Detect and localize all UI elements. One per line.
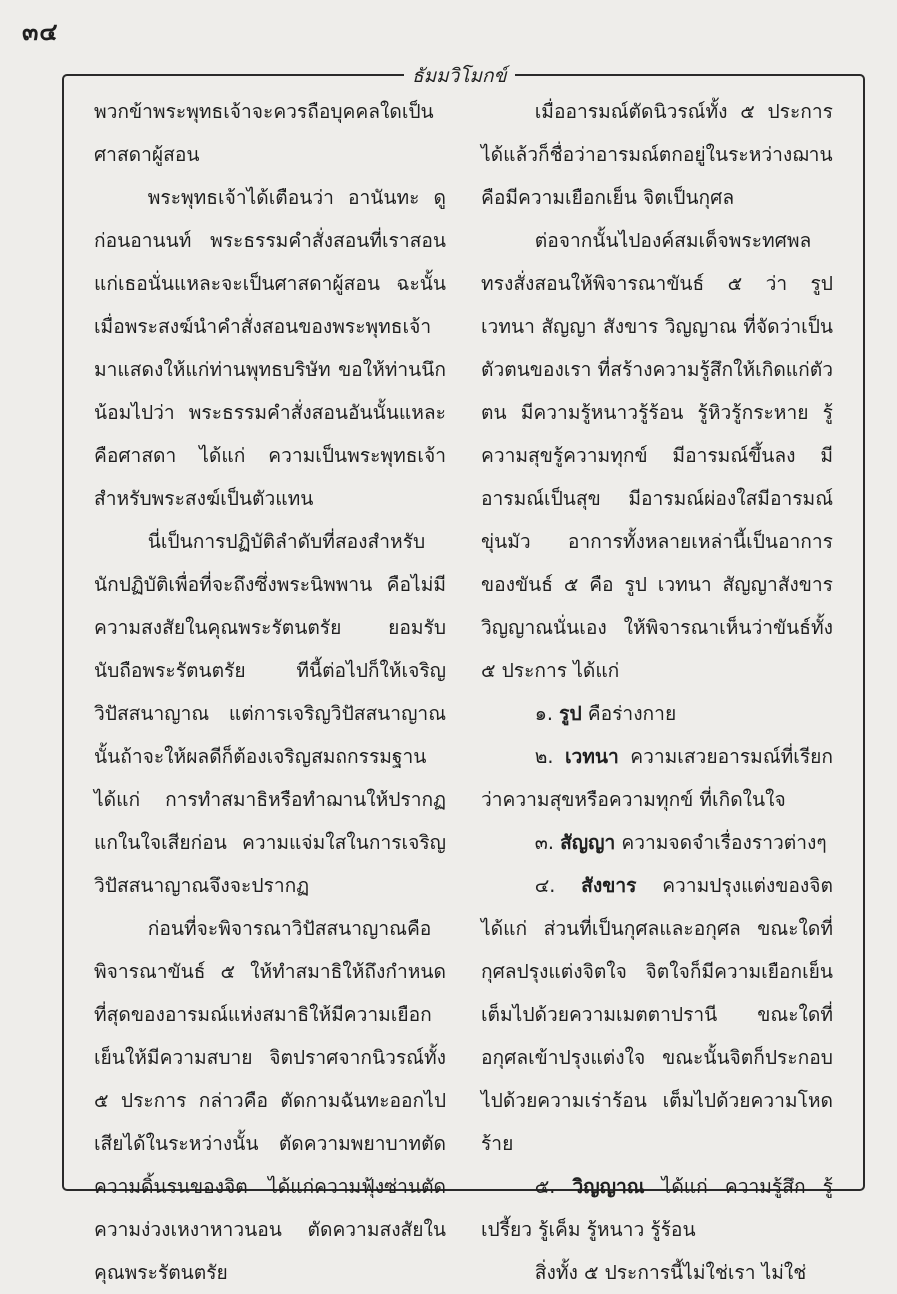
item-text: คือร่างกาย (587, 702, 677, 725)
page-frame (62, 65, 865, 1284)
item-term: วิญญาณ (572, 1175, 645, 1198)
list-item (481, 1165, 833, 1251)
paragraph: ก่อนที่จะพิจารณาวิปัสสนาญาณคือพิจารณาขันธ์ ๕ ให้ทำสมาธิให้ถึงกำหนดที่สุดของอารมณ์แห่งสมาธิให้มีความเยือกเย็นให้มีความสบาย จิตปราศจากนิวรณ์ทั้ง ๕ ประการ กล่าวคือ ตัดกามฉันทะออกไปเสียได้ในระหว่างนั้น ตัดความพยาบาทตัดความดิ้นรนของจิต ได้แก่ความฟุ้งซ่านตัดความง่วงเหงาหาวนอน ตัดความสงสัยในคุณพระรัตนตรัย (94, 917, 446, 1284)
item-term: สังขาร (581, 874, 637, 897)
paragraph: นี่เป็นการปฏิบัติลำดับที่สองสำหรับนักปฏิบัติเพื่อที่จะถึงซึ่งพระนิพพาน คือไม่มีความสงสัยในคุณพระรัตนตรัย ยอมรับนับถือพระรัตนตรัย ทีนี้ต่อไปก็ให้เจริญวิปัสสนาญาณ แต่การเจริญวิปัสสนาญาณนั้นถ้าจะให้ผลดีก็ต้องเจริญสมถกรรมฐานได้แก่ การทำสมาธิหรือทำฌานให้ปรากฏแกในใจเสียก่อน ความแจ่มใสในการเจริญวิปัสสนาญาณจึงจะปรากฏ (94, 530, 446, 897)
item-number: ๔. (534, 874, 556, 897)
right-column (481, 90, 833, 1294)
item-number: ๓. (534, 831, 554, 854)
list-item (481, 735, 833, 821)
item-term: สัญญา (560, 831, 616, 854)
page-number: ๓๔ (22, 17, 59, 46)
item-text: ความจดจำเรื่องราวต่างๆ (621, 831, 827, 854)
paragraph: ต่อจากนั้นไปองค์สมเด็จพระทศพลทรงสั่งสอนให้พิจารณาขันธ์ ๕ ว่า รูป เวทนา สัญญา สังขาร วิญญาณ ที่จัดว่าเป็นตัวตนของเรา ที่สร้างความรู้สึกให้เกิดแก่ตัวตน มีความรู้หนาวรู้ร้อน รู้หิวรู้กระหาย รู้ความสุขรู้ความทุกข์ มีอารมณ์ขึ้นลง มีอารมณ์เป็นสุข มีอารมณ์ผ่องใสมีอารมณ์ขุ่นมัว อาการทั้งหลายเหล่านี้เป็นอาการของขันธ์ ๕ คือ รูป เวทนา สัญญาสังขาร วิญญาณนั่นเอง ให้พิจารณาเห็นว่าขันธ์ทั้ง ๕ ประการ ได้แก่ (481, 229, 833, 682)
item-number: ๕. (534, 1175, 556, 1198)
list-item (481, 821, 833, 864)
paragraph: พระพุทธเจ้าได้เตือนว่า อานันทะ ดูก่อนอานนท์ พระธรรมคำสั่งสอนที่เราสอนแก่เธอนั่นแหละจะเป็นศาสดาผู้สอน ฉะนั้นเมื่อพระสงฆ์นำคำสั่งสอนของพระพุทธเจ้ามาแสดงให้แก่ท่านพุทธบริษัท ขอให้ท่านนึกน้อมไปว่า พระธรรมคำสั่งสอนอันนั้นแหละคือศาสดา ได้แก่ ความเป็นพระพุทธเจ้าสำหรับพระสงฆ์เป็นตัวแทน (94, 186, 446, 510)
item-term: รูป (559, 702, 582, 725)
item-number: ๒. (534, 745, 554, 768)
running-title: ธัมมวิโมกข์ (404, 61, 515, 91)
paragraph: พวกข้าพระพุทธเจ้าจะควรถือบุคคลใดเป็นศาสดาผู้สอน (94, 100, 434, 166)
left-column (94, 90, 446, 1294)
item-number: ๑. (534, 702, 554, 725)
item-text: ความปรุงแต่งของจิตได้แก่ ส่วนที่เป็นกุศลและอกุศล ขณะใดที่กุศลปรุงแต่งจิตใจ จิตใจก็มีความเยือกเย็นเต็มไปด้วยความเมตตาปรานี ขณะใดที่อกุศลเข้าปรุงแต่งใจ ขณะนั้นจิตก็ประกอบไปด้วยความเร่าร้อน เต็มไปด้วยความโหดร้าย (481, 874, 833, 1155)
item-term: เวทนา (564, 745, 619, 768)
paragraph: เมื่ออารมณ์ตัดนิวรณ์ทั้ง ๕ ประการได้แล้วก็ชื่อว่าอารมณ์ตกอยู่ในระหว่างฌานคือมีความเยือกเย็น จิตเป็นกุศล (481, 100, 833, 209)
list-item (481, 864, 833, 1165)
list-item (481, 692, 833, 735)
item-text: ความเสวยอารมณ์ที่เรียกว่าความสุขหรือความทุกข์ ที่เกิดในใจ (481, 745, 833, 811)
item-text: ได้แก่ ความรู้สึก รู้เปรี้ยว รู้เค็ม รู้หนาว รู้ร้อน (481, 1175, 833, 1241)
paragraph: สิ่งทั้ง ๕ ประการนี้ไม่ใช่เรา ไม่ใช่ (534, 1261, 807, 1284)
